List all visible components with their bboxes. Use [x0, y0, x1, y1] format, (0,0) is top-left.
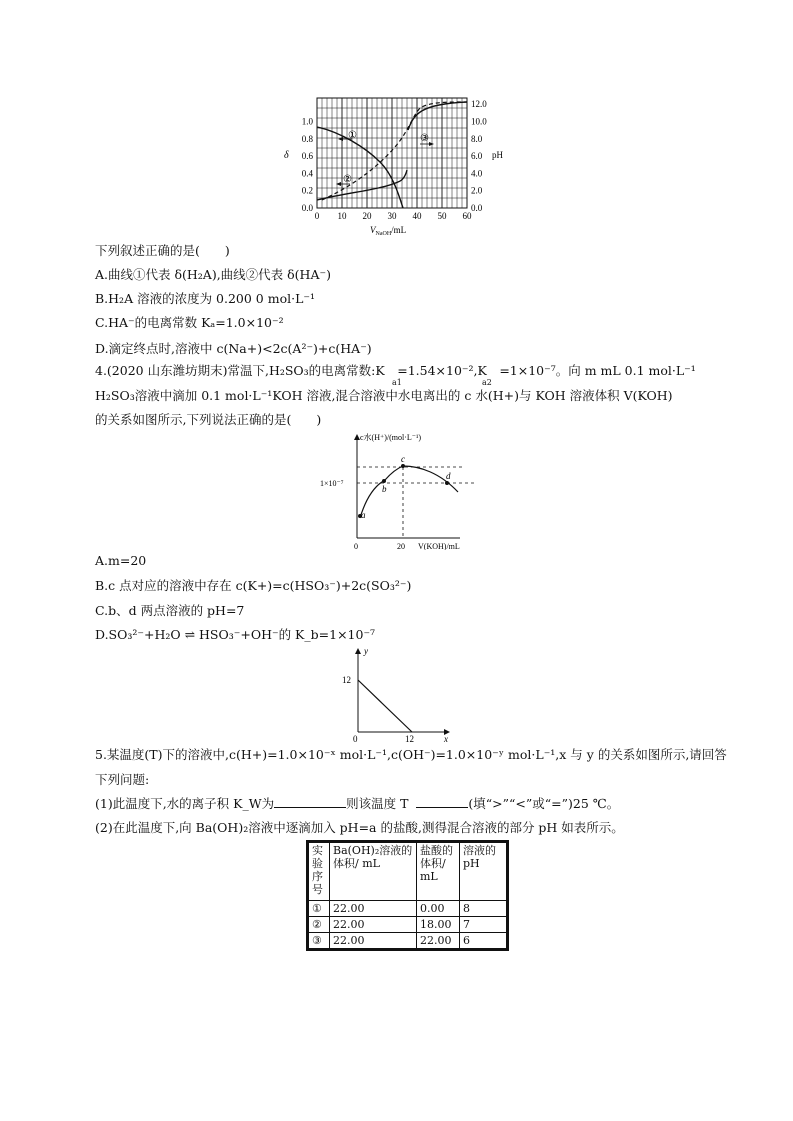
tick-label: 60 [462, 211, 472, 221]
q5-line2: 下列问题: [95, 772, 150, 787]
marker-1: ① [348, 130, 357, 141]
tick-label: 50 [437, 211, 447, 221]
q4-line3: 的关系如图所示,下列说法正确的是( ) [95, 412, 322, 427]
y-tick-12: 12 [342, 675, 351, 685]
answer-blank-temp[interactable] [416, 795, 468, 808]
table-header-row [308, 842, 508, 901]
x-tick-0: 0 [354, 542, 358, 550]
table-row: ① 22.00 0.00 8 [308, 901, 508, 917]
marker-2: ② [343, 174, 352, 185]
tick-label: 10 [337, 211, 347, 221]
point-d: d [446, 471, 451, 481]
header-cell: Ba(OH)₂溶液的体积/ mL [330, 842, 417, 901]
left-axis-label: δ [284, 150, 289, 161]
tick-label: 10.0 [471, 116, 487, 127]
tick-label: 20 [362, 211, 372, 221]
tick-label: 4.0 [471, 168, 483, 179]
water-ionization-figure [310, 428, 490, 550]
origin-label: 0 [353, 734, 358, 744]
x-tick-12: 12 [405, 734, 414, 744]
tick-label: 40 [412, 211, 422, 221]
tick-label: 8.0 [471, 133, 483, 144]
q4-sub-a1: a1 [392, 378, 402, 387]
tick-label: 6.0 [471, 151, 483, 162]
q3-option-a: A.曲线①代表 δ(H₂A),曲线②代表 δ(HA⁻) [95, 267, 331, 282]
q4-option-b: B.c 点对应的溶液中存在 c(K+)=c(HSO₃⁻)+2c(SO₃²⁻) [95, 578, 412, 593]
point-b: b [382, 484, 387, 494]
header-cell: 溶液的 pH [460, 842, 508, 901]
tick-label: 12.0 [471, 99, 487, 110]
header-cell: 盐酸的体积/ mL [417, 842, 460, 901]
q4-option-d: D.SO₃²⁻+H₂O ⇌ HSO₃⁻+OH⁻的 K_b=1×10⁻⁷ [95, 627, 376, 642]
tick-label: 0 [314, 211, 320, 221]
right-axis-label: pH [492, 150, 503, 160]
y-tick-label: 1×10⁻⁷ [320, 479, 344, 488]
tick-label: 30 [387, 211, 397, 221]
tick-label: 1.0 [301, 116, 313, 127]
x-axis-label: x [444, 734, 448, 744]
tick-label: 0.8 [301, 133, 313, 144]
x-axis-label: V(KOH)/mL [418, 542, 460, 550]
y-axis-label: y [364, 646, 368, 656]
x-axis-label: $V_{NaOH}/mL$ [370, 225, 407, 237]
experiment-table [306, 840, 509, 951]
q4-option-c: C.b、d 两点溶液的 pH=7 [95, 603, 245, 618]
titration-distribution-figure [280, 92, 510, 242]
q4-line2: H₂SO₃溶液中滴加 0.1 mol·L⁻¹KOH 溶液,混合溶液中水电离出的 c 水(H+)与 KOH 溶液体积 V(KOH) [95, 388, 673, 403]
tick-label: 0.0 [301, 203, 313, 213]
figure1-grid [317, 98, 467, 208]
right-axis-ticks [471, 99, 487, 213]
q4-sub-a2: a2 [482, 378, 492, 387]
y-axis-label: c水(H⁺)/(mol·L⁻¹) [360, 433, 422, 442]
left-axis-ticks [302, 117, 314, 214]
xy-relation-figure [338, 644, 458, 744]
q4-option-a: A.m=20 [95, 553, 147, 568]
ionization-curve [360, 466, 458, 518]
header-cell: 实验序号 [308, 842, 330, 901]
q3-option-b: B.H₂A 溶液的浓度为 0.200 0 mol·L⁻¹ [95, 291, 315, 306]
tick-label: 0.6 [301, 151, 313, 162]
answer-blank-kw[interactable] [274, 795, 346, 808]
q4-line1: 4.(2020 山东潍坊期末)常温下,H₂SO₃的电离常数:K =1.54×10⁻²,K =1×10⁻⁷。向 m mL 0.1 mol·L⁻¹ [95, 363, 696, 378]
x-tick-20: 20 [397, 542, 405, 550]
q5-line1: 5.某温度(T)下的溶液中,c(H+)=1.0×10⁻ˣ mol·L⁻¹,c(OH⁻)=1.0×10⁻ʸ mol·L⁻¹,x 与 y 的关系如图所示,请回答 [95, 747, 727, 762]
tick-label: 0.0 [471, 203, 483, 213]
q3-option-c: C.HA⁻的电离常数 Kₐ=1.0×10⁻² [95, 315, 284, 330]
tick-label: 0.2 [301, 185, 313, 196]
tick-label: 2.0 [471, 185, 483, 196]
table-row: ③ 22.00 22.00 6 [308, 933, 508, 950]
q5-part1: (1)此温度下,水的离子积 K_W为 则该温度 T (填“>”“<”或“=”)25 ℃。 [95, 796, 620, 811]
q5-part2: (2)在此温度下,向 Ba(OH)₂溶液中逐滴加入 pH=a 的盐酸,测得混合溶液的部分 pH 如表所示。 [95, 820, 624, 835]
table-row: ② 22.00 18.00 7 [308, 917, 508, 933]
q3-stem: 下列叙述正确的是( ) [95, 243, 230, 258]
q3-option-d: D.滴定终点时,溶液中 c(Na+)<2c(A²⁻)+c(HA⁻) [95, 341, 372, 356]
x-axis-ticks [315, 211, 472, 221]
tick-label: 0.4 [301, 168, 313, 179]
point-c: c [401, 454, 405, 464]
marker-3: ③ [420, 133, 429, 144]
point-a: a [361, 510, 366, 520]
